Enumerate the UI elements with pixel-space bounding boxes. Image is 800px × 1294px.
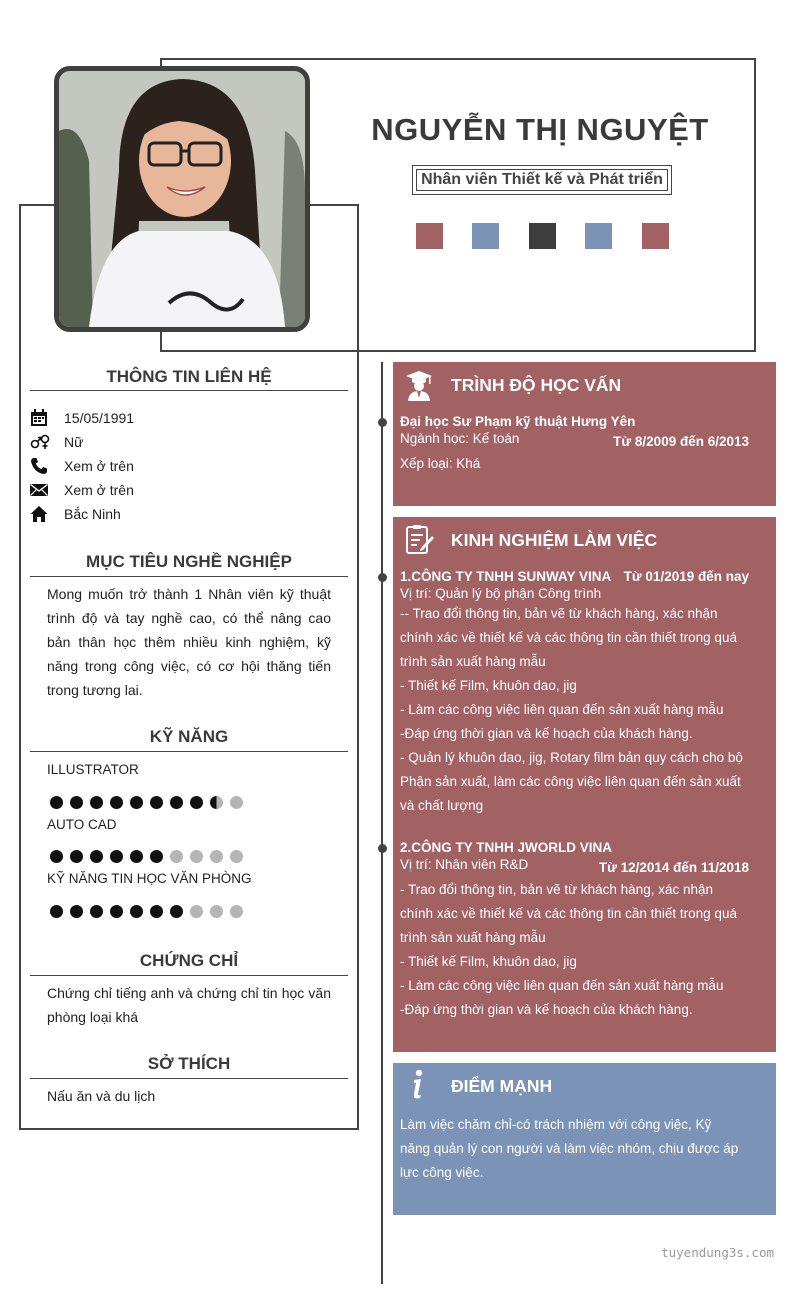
strengths-line: năng quản lý con người và làm việc nhóm, chịu được áp bbox=[400, 1141, 739, 1156]
color-swatches bbox=[416, 223, 670, 249]
strengths-line: lực công việc. bbox=[400, 1165, 484, 1180]
color-swatch bbox=[642, 223, 669, 249]
skill-dot-full bbox=[50, 796, 63, 809]
job-period: Từ 12/2014 đến 11/2018 bbox=[598, 860, 749, 875]
skill-dot-full bbox=[130, 850, 143, 863]
divider bbox=[30, 1078, 348, 1079]
document-edit-icon bbox=[405, 524, 435, 556]
skill-dot-full bbox=[90, 850, 103, 863]
phone-icon bbox=[30, 457, 50, 475]
profile-photo bbox=[54, 66, 310, 332]
color-swatch bbox=[472, 223, 499, 249]
job-period: Từ 01/2019 đến nay bbox=[623, 569, 749, 584]
description-line: chính xác về thiết kế và các thông tin cần thiết trong quá bbox=[400, 630, 737, 645]
job-position: Vị trí: Quản lý bộ phận Công trình bbox=[400, 586, 602, 601]
gender-icon bbox=[30, 433, 50, 451]
skill-dot-full bbox=[190, 796, 203, 809]
job-title-box bbox=[412, 165, 672, 195]
contact-text: Bắc Ninh bbox=[64, 506, 121, 522]
skill-dot-full bbox=[150, 796, 163, 809]
description-line: trình sản xuất hàng mẫu bbox=[400, 654, 546, 669]
color-swatch bbox=[585, 223, 612, 249]
job-description bbox=[400, 602, 760, 818]
skill-dot-empty bbox=[190, 905, 203, 918]
hobbies-text: Nấu ăn và du lịch bbox=[47, 1088, 156, 1104]
strengths-title: ĐIỂM MẠNH bbox=[451, 1076, 553, 1096]
description-line: -- Trao đổi thông tin, bản vẽ từ khách hàng, xác nhận bbox=[400, 606, 718, 621]
contact-section-title: THÔNG TIN LIÊN HỆ bbox=[106, 367, 272, 386]
color-swatch bbox=[529, 223, 556, 249]
description-line: - Quản lý khuôn dao, jig, Rotary film bản quy cách cho bộ bbox=[400, 750, 743, 765]
skill-dot-empty bbox=[210, 905, 223, 918]
contact-text: Nữ bbox=[64, 434, 84, 450]
timeline-dot bbox=[378, 844, 387, 853]
skill-dot-full bbox=[150, 850, 163, 863]
divider bbox=[30, 751, 348, 752]
objective-text: Mong muốn trở thành 1 Nhân viên kỹ thuật trình độ và tay nghề cao, có thể nâng cao bản thân học thêm nhiều kinh nghiệm, kỹ năng trong công việc, có cơ hội thăng tiến trong tương lai. bbox=[47, 586, 331, 698]
skill-name: AUTO CAD bbox=[47, 817, 117, 832]
skill-dot-empty bbox=[230, 796, 243, 809]
skill-dot-full bbox=[130, 905, 143, 918]
skill-dot-full bbox=[70, 905, 83, 918]
skill-dot-full bbox=[110, 796, 123, 809]
skill-dot-full bbox=[150, 905, 163, 918]
description-line: - Thiết kế Film, khuôn dao, jig bbox=[400, 678, 577, 693]
skill-dot-full bbox=[90, 796, 103, 809]
divider bbox=[30, 390, 348, 391]
description-line: -Đáp ứng thời gian và kế hoạch của khách hàng. bbox=[400, 1002, 693, 1017]
strengths-section bbox=[393, 1063, 776, 1215]
certificates-section-title: CHỨNG CHỈ bbox=[139, 951, 239, 970]
skill-dot-empty bbox=[230, 905, 243, 918]
timeline-dot bbox=[378, 573, 387, 582]
description-line: - Trao đổi thông tin, bản vẽ từ khách hàng, xác nhận bbox=[400, 882, 713, 897]
skill-dot-full bbox=[90, 905, 103, 918]
job-position: Vị trí: Nhân viên R&D bbox=[400, 857, 529, 872]
strengths-text bbox=[400, 1113, 760, 1185]
description-line: - Thiết kế Film, khuôn dao, jig bbox=[400, 954, 577, 969]
skill-dot-empty bbox=[190, 850, 203, 863]
description-line: -Đáp ứng thời gian và kế hoạch của khách hàng. bbox=[400, 726, 693, 741]
graduate-icon bbox=[405, 369, 435, 401]
skill-dot-full bbox=[70, 850, 83, 863]
color-swatch bbox=[416, 223, 443, 249]
calendar-icon bbox=[30, 409, 50, 427]
divider bbox=[30, 975, 348, 976]
hobbies-section-title: SỞ THÍCH bbox=[147, 1054, 231, 1073]
skill-dot-full bbox=[170, 796, 183, 809]
education-major: Ngành học: Kế toán bbox=[400, 431, 520, 446]
description-line: chính xác về thiết kế và các thông tin cần thiết trong quá bbox=[400, 906, 737, 921]
education-section bbox=[393, 362, 776, 506]
skill-dot-full bbox=[110, 905, 123, 918]
education-period: Từ 8/2009 đến 6/2013 bbox=[613, 434, 749, 449]
contact-text: Xem ở trên bbox=[64, 482, 134, 498]
skill-name: ILLUSTRATOR bbox=[47, 762, 139, 777]
skill-dot-full bbox=[170, 905, 183, 918]
company-name: 2.CÔNG TY TNHH JWORLD VINA bbox=[400, 840, 613, 855]
experience-section bbox=[393, 517, 776, 1052]
experience-title: KINH NGHIỆM LÀM VIỆC bbox=[451, 530, 658, 550]
school-name: Đại học Sư Phạm kỹ thuật Hưng Yên bbox=[400, 414, 636, 429]
objective-section-title: MỤC TIÊU NGHỀ NGHIỆP bbox=[86, 552, 292, 571]
skill-dot-empty bbox=[230, 850, 243, 863]
job-title: Nhân viên Thiết kế và Phát triển bbox=[421, 171, 663, 188]
watermark: tuyendung3s.com bbox=[661, 1245, 774, 1260]
skill-dot-empty bbox=[210, 850, 223, 863]
skill-name: KỸ NĂNG TIN HỌC VĂN PHÒNG bbox=[47, 871, 252, 886]
description-line: Phận sản xuất, làm các công việc liên quan đến sản xuất bbox=[400, 774, 741, 789]
job-description bbox=[400, 878, 760, 1022]
home-icon bbox=[30, 505, 50, 523]
description-line: - Làm các công việc liên quan đến sản xuất hàng mẫu bbox=[400, 702, 724, 717]
company-name: 1.CÔNG TY TNHH SUNWAY VINA bbox=[400, 569, 612, 584]
contact-text: 15/05/1991 bbox=[64, 410, 135, 426]
skills-section-title: KỸ NĂNG bbox=[149, 727, 229, 746]
skill-dot-full bbox=[70, 796, 83, 809]
skill-dot-full bbox=[130, 796, 143, 809]
education-grade: Xếp loại: Khá bbox=[400, 456, 481, 471]
strengths-line: Làm việc chăm chỉ-có trách nhiệm với công việc, Kỹ bbox=[400, 1117, 712, 1132]
timeline-line bbox=[381, 362, 383, 1284]
description-line: trình sản xuất hàng mẫu bbox=[400, 930, 546, 945]
certificates-text: Chứng chỉ tiếng anh và chứng chỉ tin học văn phòng loại khá bbox=[47, 985, 331, 1025]
skill-dot-full bbox=[110, 850, 123, 863]
skill-dot-empty bbox=[170, 850, 183, 863]
contact-text: Xem ở trên bbox=[64, 458, 134, 474]
candidate-name: NGUYỄN THỊ NGUYỆT bbox=[371, 112, 709, 147]
description-line: - Làm các công việc liên quan đến sản xuất hàng mẫu bbox=[400, 978, 724, 993]
info-icon bbox=[405, 1068, 435, 1100]
education-title: TRÌNH ĐỘ HỌC VẤN bbox=[451, 375, 622, 395]
description-line: và chất lượng bbox=[400, 798, 484, 813]
skill-dot-full bbox=[50, 905, 63, 918]
skill-dot-half bbox=[210, 796, 223, 809]
divider bbox=[30, 576, 348, 577]
skill-dot-full bbox=[50, 850, 63, 863]
email-icon bbox=[30, 481, 50, 499]
timeline-dot bbox=[378, 418, 387, 427]
